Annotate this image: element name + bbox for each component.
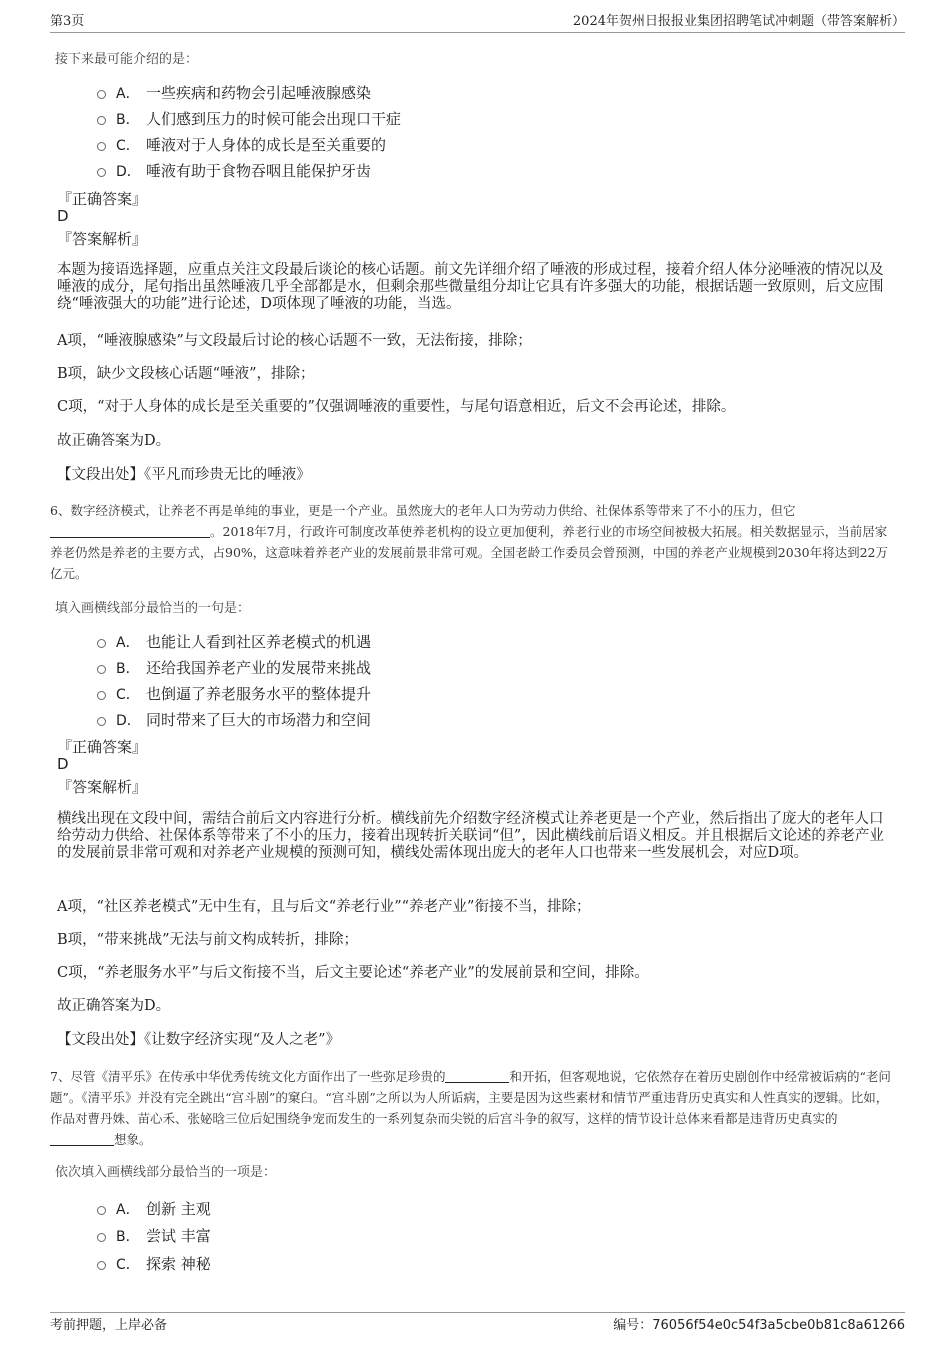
- q7-blank-2: [50, 1131, 114, 1146]
- q6-option-a[interactable]: A． 也能让人看到社区养老模式的机遇: [97, 631, 371, 652]
- q7-option-c[interactable]: C． 探索 神秘: [97, 1253, 211, 1274]
- radio-icon[interactable]: [97, 1206, 106, 1215]
- q7-blank-1: [445, 1068, 509, 1083]
- q5-option-b[interactable]: B． 人们感到压力的时候可能会出现口干症: [97, 108, 401, 129]
- q5-analysis-heading: 『答案解析』: [57, 230, 148, 248]
- q7-prompt: 依次填入画横线部分最恰当的一项是：: [55, 1165, 277, 1180]
- q5-explain-c: C项，“对于人身体的成长是至关重要的”仅强调唾液的重要性，与尾句语意相近，后文不会再论述，排除。: [57, 399, 736, 415]
- radio-icon[interactable]: [97, 665, 106, 674]
- q6-prompt: 填入画横线部分最恰当的一句是：: [55, 601, 251, 616]
- q6-analysis: 横线出现在文段中间，需结合前后文内容进行分析。横线前先介绍数字经济模式让养老更是一个产业，然后指出了庞大的老年人口给劳动力供给、社保体系等带来了不小的压力，接着出现转折关联词“但”，因此横线前后语义相反。并且根据后文论述的养老产业的发展前景非常可观和对养老产业规模的预测可知，横线处需体现出庞大的老年人口也带来一些发展机会，对应D项。: [57, 811, 884, 861]
- q5-answer-heading: 『正确答案』: [57, 190, 148, 208]
- q6-analysis-heading: 『答案解析』: [57, 778, 148, 796]
- q6-option-b[interactable]: B． 还给我国养老产业的发展带来挑战: [97, 657, 371, 678]
- q5-answer: D: [57, 207, 69, 225]
- footer-slogan: 考前押题，上岸必备: [50, 1318, 168, 1333]
- q6-explain-a: A项，“社区养老模式”无中生有，且与后文“养老行业”“养老产业”衔接不当，排除；: [57, 899, 591, 915]
- radio-icon[interactable]: [97, 90, 106, 99]
- radio-icon[interactable]: [97, 1261, 106, 1270]
- q5-explain-a: A项，“唾液腺感染”与文段最后讨论的核心话题不一致，无法衔接，排除；: [57, 333, 532, 349]
- q5-analysis: 本题为接语选择题，应重点关注文段最后谈论的核心话题。前文先详细介绍了唾液的形成过程，接着介绍人体分泌唾液的情况以及唾液的成分，尾句指出虽然唾液几乎全部都是水，但剩余那些微量组分却让它具有许多强大的功能，根据话题一致原则，后文应围绕“唾液强大的功能”进行论述，D项体现了唾液的功能，当选。: [57, 262, 884, 312]
- q5-option-d[interactable]: D． 唾液有助于食物吞咽且能保护牙齿: [97, 160, 371, 181]
- q6-conclusion: 故正确答案为D。: [57, 998, 171, 1014]
- q5-prompt: 接下来最可能介绍的是：: [55, 52, 199, 67]
- radio-icon[interactable]: [97, 1233, 106, 1242]
- q6-source: 【文段出处】《让数字经济实现“及人之老”》: [57, 1032, 341, 1048]
- q7-option-b[interactable]: B． 尝试 丰富: [97, 1225, 211, 1246]
- radio-icon[interactable]: [97, 691, 106, 700]
- q7-stem: 7、尽管《清平乐》在传承中华优秀传统文化方面作出了一些弥足珍贵的 和开拓，但客观地说，它依然存在着历史剧创作中经常被诟病的“老问题”。《清平乐》并没有完全跳出“宫斗剧”的窠臼。“宫斗剧”之所以为人所诟病，主要是因为这些素材和情节严重违背历史真实和人性真实的逻辑。比如，作品对曹丹姝、苗心禾、张妼晗三位后妃围绕争宠而发生的一系列复杂而尖锐的后宫斗争的叙写，这样的情节设计总体来看都是违背历史真实的想象。: [50, 1069, 891, 1147]
- q5-option-c[interactable]: C． 唾液对于人身体的成长是至关重要的: [97, 134, 386, 155]
- radio-icon[interactable]: [97, 639, 106, 648]
- page-header: [50, 12, 905, 33]
- q6-answer-heading: 『正确答案』: [57, 738, 148, 756]
- q6-option-d[interactable]: D． 同时带来了巨大的市场潜力和空间: [97, 709, 371, 730]
- q6-answer: D: [57, 755, 69, 773]
- q6-blank: [50, 523, 210, 538]
- page-footer: [50, 1312, 905, 1335]
- q5-explain-b: B项，缺少文段核心话题“唾液”，排除；: [57, 366, 315, 382]
- q6-explain-c: C项，“养老服务水平”与后文衔接不当，后文主要论述“养老产业”的发展前景和空间，排除。: [57, 965, 649, 981]
- q7-option-a[interactable]: A． 创新 主观: [97, 1198, 211, 1219]
- q6-stem: 6、数字经济模式，让养老不再是单纯的事业，更是一个产业。虽然庞大的老年人口为劳动力供给、社保体系等带来了不小的压力，但它。2018年7月，行政许可制度改革使养老机构的设立更加便利，养老行业的市场空间被极大拓展。相关数据显示，当前居家养老仍然是养老的主要方式，占90%，这意味着养老产业的发展前景非常可观。全国老龄工作委员会曾预测，中国的养老产业规模到2030年将达到22万亿元。: [50, 503, 889, 581]
- radio-icon[interactable]: [97, 142, 106, 151]
- q5-conclusion: 故正确答案为D。: [57, 433, 171, 449]
- radio-icon[interactable]: [97, 168, 106, 177]
- q5-source: 【文段出处】《平凡而珍贵无比的唾液》: [57, 467, 311, 483]
- q6-option-c[interactable]: C． 也倒逼了养老服务水平的整体提升: [97, 683, 371, 704]
- radio-icon[interactable]: [97, 116, 106, 125]
- q5-option-a[interactable]: A． 一些疾病和药物会引起唾液腺感染: [97, 82, 371, 103]
- document-title: 2024年贺州日报报业集团招聘笔试冲刺题（带答案解析）: [572, 14, 905, 29]
- footer-code: 编号：76056f54e0c54f3a5cbe0b81c8a61266: [613, 1318, 905, 1333]
- page-number: 第3页: [50, 14, 85, 29]
- q6-explain-b: B项，“带来挑战”无法与前文构成转折，排除；: [57, 932, 358, 948]
- radio-icon[interactable]: [97, 717, 106, 726]
